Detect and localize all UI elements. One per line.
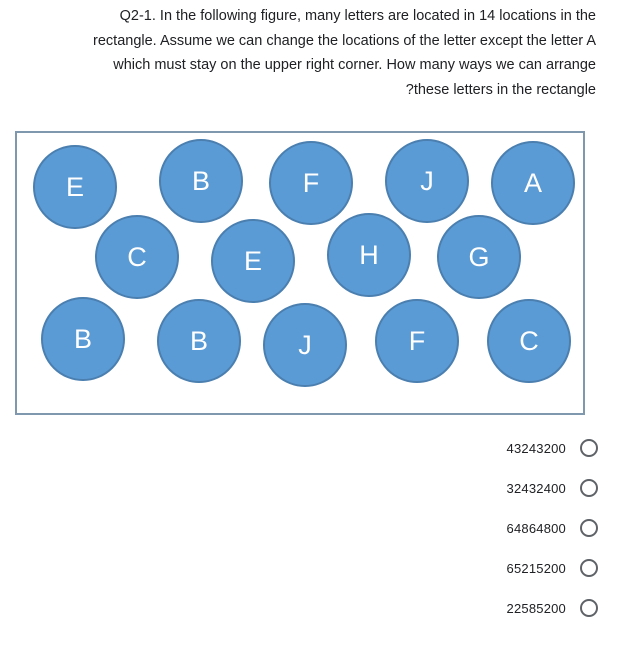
answer-option-4[interactable] [507, 556, 598, 580]
letter-circle-r1-2: B [159, 139, 243, 223]
answer-options [507, 436, 598, 636]
answer-option-label: 22585200 [506, 600, 566, 616]
answer-option-5[interactable] [507, 596, 598, 620]
letter-circle-r3-3: J [263, 303, 347, 387]
letter-circle-r2-4: G [437, 215, 521, 299]
letter-circle-r3-5: C [487, 299, 571, 383]
question-line-1: Q2-1. In the following figure, many letters are located in 14 locations in the [119, 8, 596, 24]
answer-option-label: 43243200 [506, 440, 566, 456]
radio-button[interactable] [580, 559, 598, 577]
answer-option-3[interactable] [507, 516, 598, 540]
radio-button[interactable] [580, 479, 598, 497]
answer-option-2[interactable] [507, 476, 598, 500]
letter-circle-r1-3: F [269, 141, 353, 225]
letter-circle-r1-5: A [491, 141, 575, 225]
answer-option-1[interactable] [507, 436, 598, 460]
radio-button[interactable] [580, 439, 598, 457]
letter-circle-r1-4: J [385, 139, 469, 223]
question-line-4: ?these letters in the rectangle [405, 81, 596, 98]
letter-circle-r1-1: E [33, 145, 117, 229]
letter-circle-r3-2: B [157, 299, 241, 383]
radio-button[interactable] [580, 599, 598, 617]
answer-option-label: 64864800 [506, 520, 566, 536]
letter-circle-r3-4: F [375, 299, 459, 383]
question-line-3: which must stay on the upper right corner. How many ways we can arrange [113, 57, 596, 73]
answer-option-label: 65215200 [506, 560, 566, 576]
answer-option-label: 32432400 [506, 480, 566, 496]
letters-rectangle-figure [15, 131, 585, 415]
letter-circle-r2-2: E [211, 219, 295, 303]
letter-circle-r3-1: B [41, 297, 125, 381]
question-line-2: rectangle. Assume we can change the locations of the letter except the letter A [93, 32, 596, 49]
letter-circle-r2-3: H [327, 213, 411, 297]
question-text [10, 4, 596, 102]
letter-circle-r2-1: C [95, 215, 179, 299]
radio-button[interactable] [580, 519, 598, 537]
